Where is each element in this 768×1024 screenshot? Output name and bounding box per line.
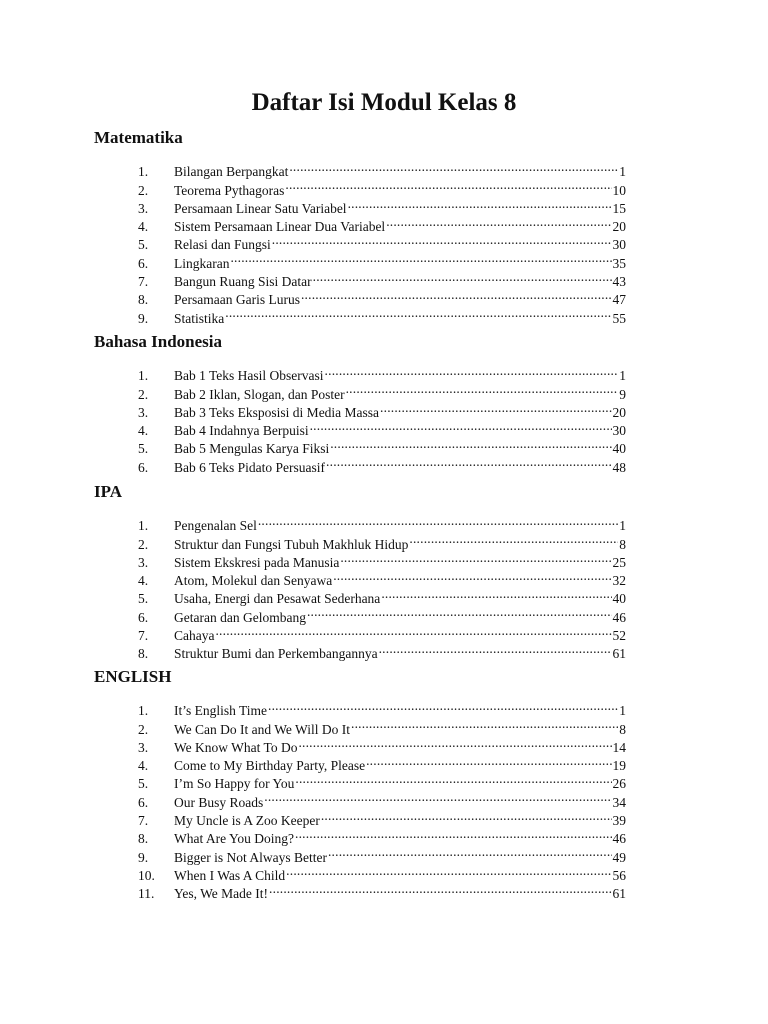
section-heading: Bahasa Indonesia: [94, 332, 223, 351]
section-heading: Matematika: [94, 128, 183, 147]
toc-entry-page-number: 15: [612, 200, 626, 216]
section-heading: IPA: [94, 482, 123, 501]
toc-entry-page-number: 56: [612, 867, 626, 883]
toc-entry-title: Bab 3 Teks Eksposisi di Media Massa: [174, 404, 380, 420]
toc-entry-page-number: 8: [619, 721, 626, 737]
toc-entry-title: What Are You Doing?: [174, 831, 294, 847]
toc-dot-leader: [215, 622, 611, 640]
toc-entry-title: Our Busy Roads: [174, 794, 264, 810]
toc-entry-page-number: 35: [612, 255, 626, 271]
toc-dot-leader: [326, 453, 611, 471]
toc-entry: [138, 697, 626, 719]
toc-entry-title: Struktur Bumi dan Perkembangannya: [174, 646, 378, 662]
toc-entry-number: 6.: [138, 794, 149, 810]
toc-entry-page-number: 9: [619, 386, 626, 402]
toc-entry-page-number: 8: [619, 536, 626, 552]
toc-dot-leader: [269, 880, 611, 898]
toc-entry-title: Bigger is Not Always Better: [174, 849, 327, 865]
toc-dot-leader: [348, 195, 612, 213]
toc-entry-number: 1.: [138, 164, 149, 180]
toc-entry-page-number: 30: [612, 237, 626, 253]
toc-entry-number: 4.: [138, 758, 149, 774]
toc-entry-number: 8.: [138, 292, 149, 308]
toc-list: [138, 697, 626, 902]
toc-dot-leader: [289, 158, 618, 176]
toc-entry-title: Bab 5 Mengulas Karya Fiksi: [174, 441, 330, 457]
toc-entry-number: 11.: [138, 886, 155, 902]
toc-entry-page-number: 25: [612, 554, 626, 570]
toc-dot-leader: [272, 231, 612, 249]
toc-entry-page-number: 43: [612, 274, 626, 290]
toc-dot-leader: [325, 362, 619, 380]
toc-dot-leader: [258, 512, 618, 530]
toc-entry-page-number: 34: [612, 794, 626, 810]
toc-entry-page-number: 49: [612, 849, 626, 865]
toc-dot-leader: [379, 640, 612, 658]
toc-entry-title: Lingkaran: [174, 255, 230, 271]
toc-entry-page-number: 14: [612, 739, 626, 755]
toc-dot-leader: [386, 213, 611, 231]
toc-entry-title: We Can Do It and We Will Do It: [174, 721, 351, 737]
toc-entry-page-number: 46: [612, 831, 626, 847]
toc-entry-number: 4.: [138, 573, 149, 589]
toc-entry-title: Cahaya: [174, 628, 215, 644]
toc-list: [138, 512, 626, 662]
toc-dot-leader: [225, 304, 611, 322]
toc-dot-leader: [295, 770, 611, 788]
toc-dot-leader: [286, 862, 611, 880]
toc-entry-title: My Uncle is A Zoo Keeper: [174, 813, 320, 829]
toc-entry-number: 7.: [138, 628, 149, 644]
toc-entry-page-number: 32: [612, 573, 626, 589]
toc-entry-number: 5.: [138, 441, 149, 457]
toc-entry-number: 9.: [138, 849, 149, 865]
toc-dot-leader: [264, 788, 611, 806]
toc-entry-page-number: 26: [612, 776, 626, 792]
toc-dot-leader: [409, 530, 618, 548]
toc-entry-number: 10.: [138, 867, 155, 883]
toc-entry-page-number: 30: [612, 423, 626, 439]
toc-entry-page-number: 19: [612, 758, 626, 774]
toc-entry-title: Statistika: [174, 310, 225, 326]
toc-dot-leader: [346, 380, 619, 398]
toc-entry-title: Sistem Persamaan Linear Dua Variabel: [174, 219, 386, 235]
toc-dot-leader: [230, 249, 611, 267]
toc-entry-page-number: 40: [612, 441, 626, 457]
toc-entry-title: Persamaan Linear Satu Variabel: [174, 200, 347, 216]
toc-dot-leader: [295, 825, 612, 843]
toc-entry-title: Struktur dan Fungsi Tubuh Makhluk Hidup: [174, 536, 409, 552]
toc-entry-page-number: 20: [612, 219, 626, 235]
toc-entry-page-number: 61: [612, 886, 626, 902]
toc-entry-page-number: 46: [612, 609, 626, 625]
toc-entry-title: Persamaan Garis Lurus: [174, 292, 300, 308]
toc-entry-page-number: 61: [612, 646, 626, 662]
toc-entry: [138, 512, 626, 534]
toc-entry-number: 7.: [138, 274, 149, 290]
toc-entry-title: Sistem Ekskresi pada Manusia: [174, 554, 340, 570]
toc-dot-leader: [310, 417, 612, 435]
toc-entry: [138, 362, 626, 384]
toc-entry-page-number: 52: [612, 628, 626, 644]
toc-entry-number: 1.: [138, 518, 149, 534]
toc-entry-number: 6.: [138, 609, 149, 625]
toc-entry-title: We Know What To Do: [174, 739, 298, 755]
toc-entry-number: 8.: [138, 646, 149, 662]
toc-entry-number: 1.: [138, 368, 149, 384]
toc-entry-page-number: 39: [612, 813, 626, 829]
toc-entry: [138, 158, 626, 180]
toc-entry-page-number: 1: [619, 368, 626, 384]
toc-entry-number: 5.: [138, 591, 149, 607]
toc-entry-number: 6.: [138, 255, 149, 271]
toc-dot-leader: [381, 585, 611, 603]
toc-entry-number: 7.: [138, 813, 149, 829]
toc-entry-title: Come to My Birthday Party, Please: [174, 758, 366, 774]
toc-entry-page-number: 20: [612, 404, 626, 420]
toc-dot-leader: [301, 286, 612, 304]
toc-entry-title: Usaha, Energi dan Pesawat Sederhana: [174, 591, 381, 607]
toc-entry-number: 2.: [138, 182, 149, 198]
toc-dot-leader: [321, 807, 612, 825]
toc-dot-leader: [380, 399, 611, 417]
toc-entry-page-number: 48: [612, 459, 626, 475]
toc-entry-number: 3.: [138, 404, 149, 420]
toc-entry-number: 3.: [138, 554, 149, 570]
toc-entry-number: 2.: [138, 386, 149, 402]
toc-entry-number: 5.: [138, 776, 149, 792]
toc-entry-title: Teorema Pythagoras: [174, 182, 285, 198]
toc-entry-page-number: 40: [612, 591, 626, 607]
toc-entry-title: Getaran dan Gelombang: [174, 609, 306, 625]
toc-list: [138, 158, 626, 326]
toc-entry-number: 1.: [138, 703, 149, 719]
section-heading: ENGLISH: [94, 667, 172, 686]
toc-entry-title: I’m So Happy for You: [174, 776, 295, 792]
toc-entry-title: Atom, Molekul dan Senyawa: [174, 573, 333, 589]
toc-entry-title: Bab 6 Teks Pidato Persuasif: [174, 459, 326, 475]
toc-entry-title: When I Was A Child: [174, 867, 286, 883]
toc-entry-title: Pengenalan Sel: [174, 518, 257, 534]
toc-dot-leader: [313, 268, 612, 286]
toc-dot-leader: [285, 176, 611, 194]
toc-entry-title: Bab 1 Teks Hasil Observasi: [174, 368, 324, 384]
toc-entry-number: 3.: [138, 200, 149, 216]
toc-dot-leader: [307, 603, 612, 621]
toc-entry-number: 2.: [138, 721, 149, 737]
toc-entry-title: Relasi dan Fungsi: [174, 237, 271, 253]
toc-entry-title: Yes, We Made It!: [174, 886, 269, 902]
toc-entry-number: 6.: [138, 459, 149, 475]
toc-dot-leader: [351, 715, 618, 733]
toc-entry-page-number: 1: [619, 518, 626, 534]
toc-entry-number: 8.: [138, 831, 149, 847]
toc-entry-number: 5.: [138, 237, 149, 253]
toc-entry-title: Bab 4 Indahnya Berpuisi: [174, 423, 309, 439]
toc-entry-page-number: 1: [619, 164, 626, 180]
toc-entry-page-number: 1: [619, 703, 626, 719]
toc-dot-leader: [340, 549, 611, 567]
toc-entry-title: Bilangan Berpangkat: [174, 164, 289, 180]
toc-entry-page-number: 55: [612, 310, 626, 326]
toc-entry-number: 4.: [138, 219, 149, 235]
toc-entry-number: 4.: [138, 423, 149, 439]
toc-dot-leader: [333, 567, 611, 585]
toc-dot-leader: [330, 435, 611, 453]
document-title: Daftar Isi Modul Kelas 8: [251, 89, 517, 116]
toc-list: [138, 362, 626, 475]
toc-entry-number: 9.: [138, 310, 149, 326]
toc-entry-page-number: 10: [612, 182, 626, 198]
toc-entry-title: Bangun Ruang Sisi Datar: [174, 274, 312, 290]
toc-dot-leader: [268, 697, 618, 715]
toc-entry-title: Bab 2 Iklan, Slogan, dan Poster: [174, 386, 345, 402]
toc-dot-leader: [328, 843, 612, 861]
toc-entry-title: It’s English Time: [174, 703, 268, 719]
toc-entry-number: 2.: [138, 536, 149, 552]
toc-dot-leader: [298, 734, 611, 752]
toc-dot-leader: [366, 752, 611, 770]
toc-entry-page-number: 47: [612, 292, 626, 308]
toc-entry-number: 3.: [138, 739, 149, 755]
